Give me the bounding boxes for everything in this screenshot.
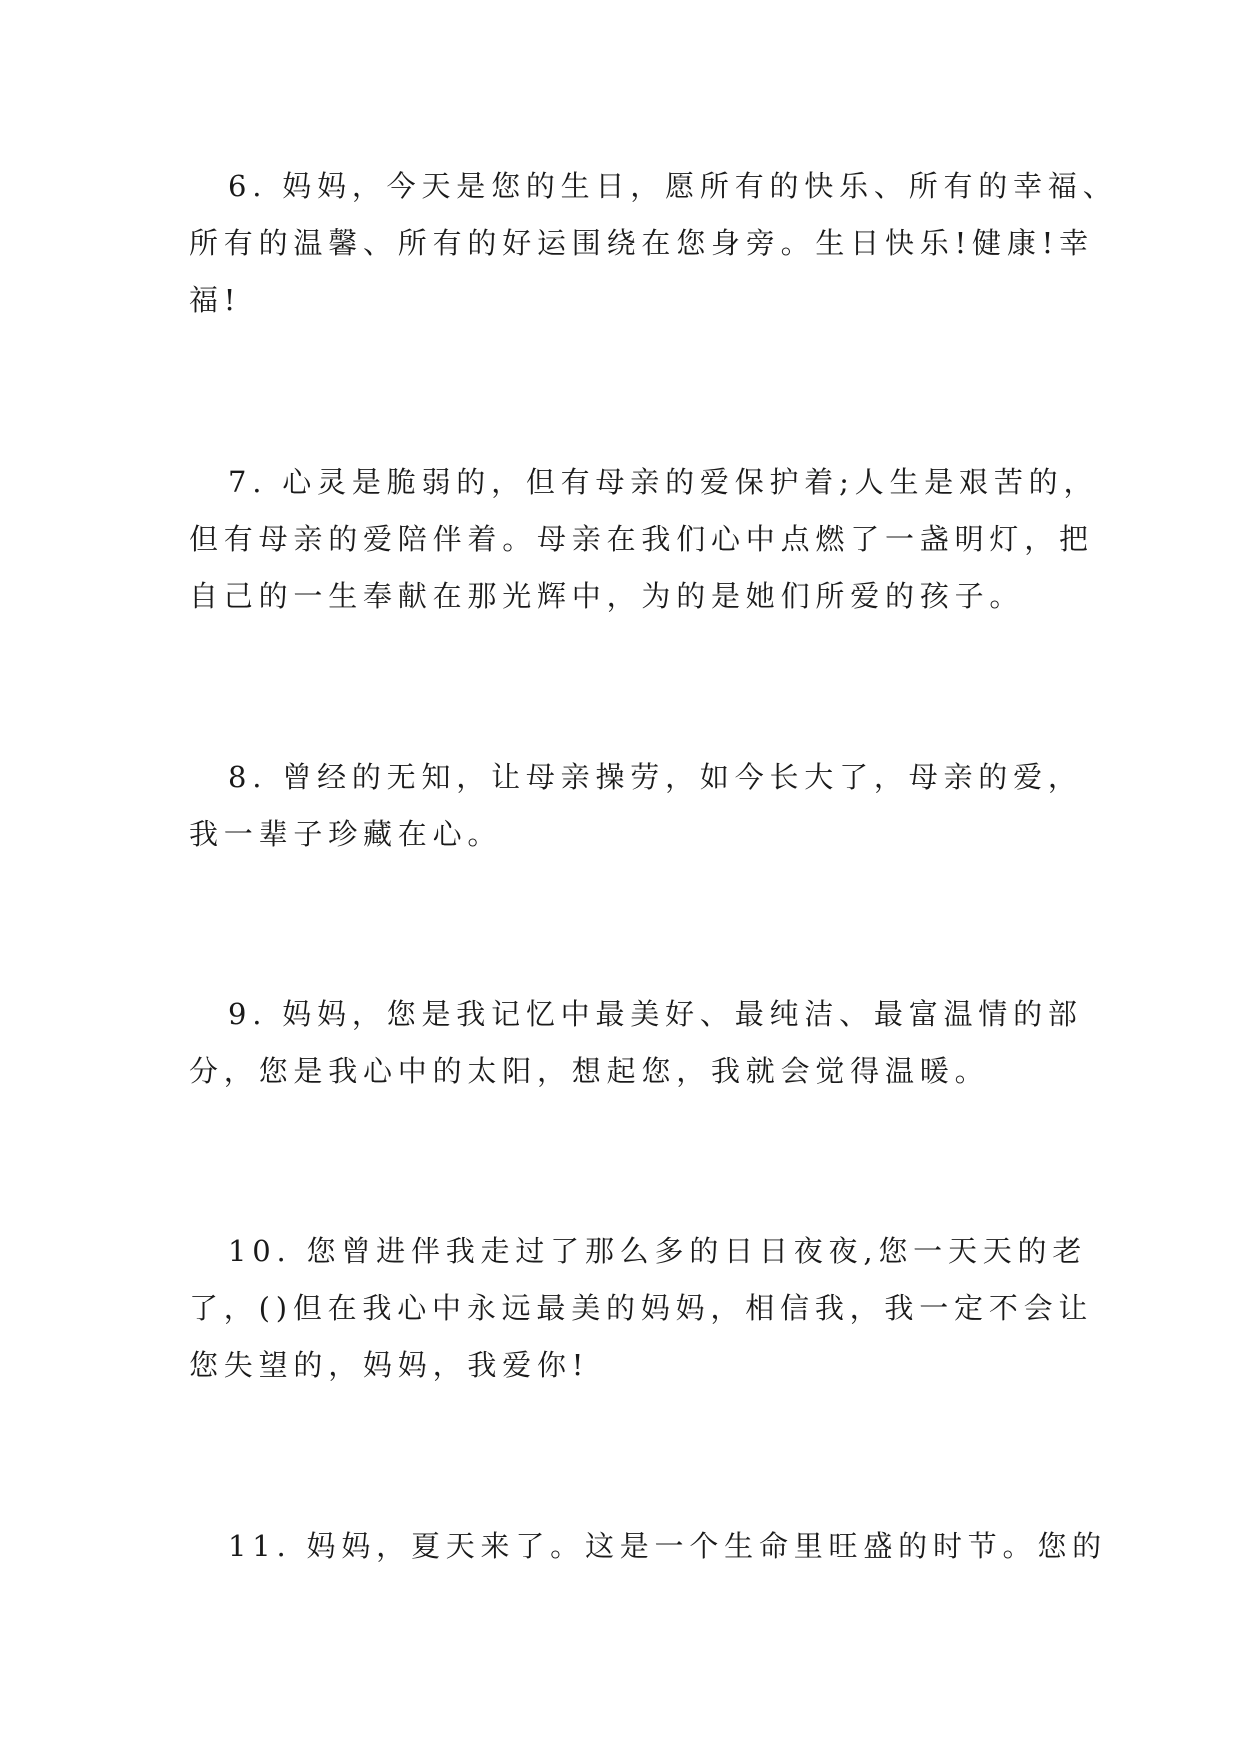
paragraph-line: 分，您是我心中的太阳，想起您，我就会觉得温暖。 bbox=[189, 1054, 990, 1088]
paragraph-line: 但有母亲的爱陪伴着。母亲在我们心中点燃了一盏明灯，把 bbox=[189, 522, 1094, 556]
paragraph-line: 11. 妈妈，夏天来了。这是一个生命里旺盛的时节。您的 bbox=[228, 1529, 1107, 1563]
paragraph-line: 10. 您曾进伴我走过了那么多的日日夜夜,您一天天的老 bbox=[228, 1234, 1088, 1268]
paragraph-line: 9. 妈妈，您是我记忆中最美好、最纯洁、最富温情的部 bbox=[228, 997, 1083, 1031]
paragraph-line: 自己的一生奉献在那光辉中，为的是她们所爱的孩子。 bbox=[189, 579, 1025, 613]
paragraph-line: 您失望的，妈妈，我爱你! bbox=[189, 1348, 590, 1382]
paragraph-line: 所有的温馨、所有的好运围绕在您身旁。生日快乐!健康!幸 bbox=[189, 226, 1094, 260]
paragraph-line: 了，()但在我心中永远最美的妈妈，相信我，我一定不会让 bbox=[189, 1291, 1094, 1325]
paragraph-line: 福! bbox=[189, 283, 242, 317]
paragraph-line: 8. 曾经的无知，让母亲操劳，如今长大了，母亲的爱， bbox=[228, 760, 1083, 794]
paragraph-line: 7. 心灵是脆弱的，但有母亲的爱保护着;人生是艰苦的， bbox=[228, 465, 1099, 499]
paragraph-line: 我一辈子珍藏在心。 bbox=[189, 817, 503, 851]
paragraph-line: 6. 妈妈，今天是您的生日，愿所有的快乐、所有的幸福、 bbox=[228, 169, 1118, 203]
